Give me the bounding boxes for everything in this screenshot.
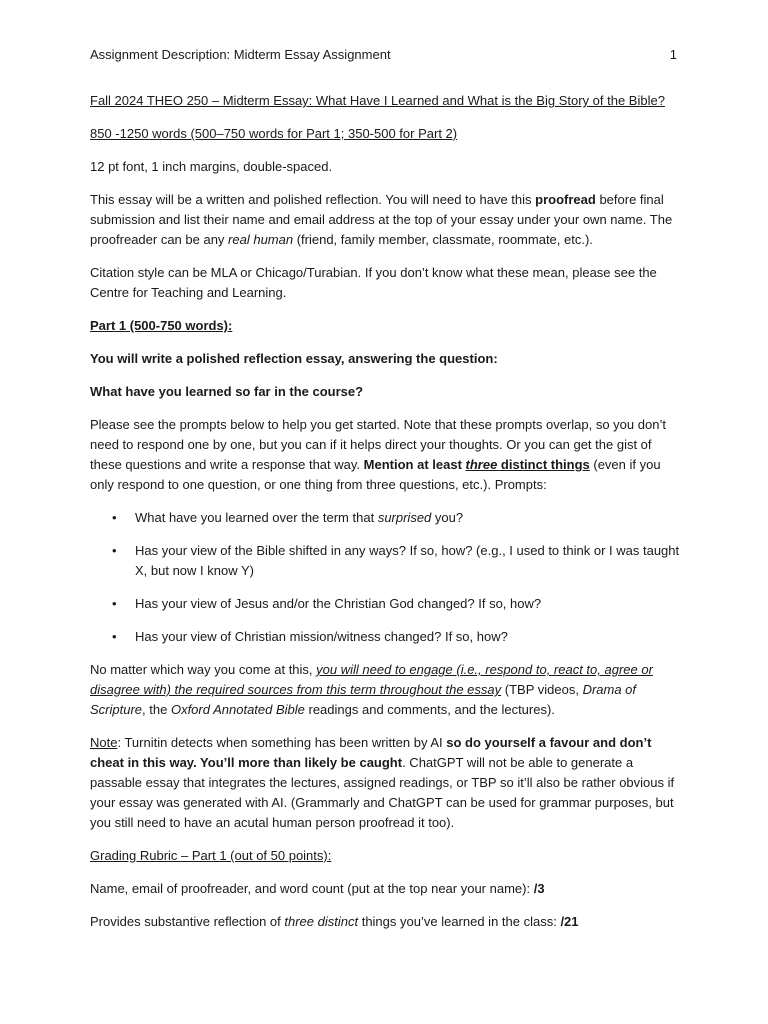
- note-text-2: . ChatGPT will not be able to generate a passable essay that integrates the lectures, assigned readings, or TBP so it’ll also be rather obvious if your essay was generated with AI. (Grammarly and ChatGPT can be used for grammar purposes, but you still need to have an acutal human person proofread it too).: [90, 755, 675, 830]
- part1-instruction: You will write a polished reflection essay, answering the question:: [90, 351, 498, 366]
- ai-note-paragraph: [90, 733, 680, 833]
- engage-paragraph: [90, 660, 680, 720]
- page-number: 1: [669, 47, 677, 62]
- note-text-1: : Turnitin detects when something has been written by AI: [117, 735, 447, 750]
- real-human-emphasis: real human: [228, 232, 294, 247]
- prompts-intro-paragraph: [90, 415, 680, 495]
- part1-question: What have you learned so far in the course?: [90, 384, 364, 399]
- bullet-icon: •: [112, 596, 117, 611]
- distinct-things-emphasis: distinct things: [497, 457, 590, 472]
- engage-text-4: readings and comments, and the lectures).: [304, 702, 555, 717]
- rubric-item-1-text: Name, email of proofreader, and word count (put at the top near your name):: [90, 881, 534, 896]
- prompt-1-text: What have you learned over the term that: [135, 510, 378, 525]
- page-header: [90, 45, 677, 65]
- proofread-text-1: This essay will be a written and polished reflection. You will need to have this: [90, 192, 536, 207]
- list-item: [90, 594, 680, 614]
- header-title: Assignment Description: Midterm Essay Assignment: [90, 47, 391, 62]
- engage-text-2: (TBP videos,: [501, 682, 583, 697]
- proofread-emphasis: proofread: [535, 192, 596, 207]
- rubric-item-1-score: /3: [533, 881, 545, 896]
- drama-of-scripture: Drama of Scripture: [90, 682, 637, 717]
- prompts-intro-tail: (even if you only respond to one question, or one thing from three questions, etc.). Prompts:: [90, 457, 661, 492]
- engage-text-1: No matter which way you come at this,: [90, 662, 317, 677]
- part1-heading: [90, 316, 680, 336]
- engage-requirement: you will need to engage (i.e., respond to, react to, agree or disagree with) the required sources from this term throughout the essay: [90, 662, 653, 697]
- rubric-item-2-tail: things you’ve learned in the class:: [358, 914, 561, 929]
- course-title: [90, 91, 680, 111]
- rubric-item-2-text: Provides substantive reflection of: [90, 914, 285, 929]
- list-item: [90, 627, 680, 647]
- prompts-intro-text: Please see the prompts below to help you get started. Note that these prompts overlap, so you don’t need to respond one by one, but you can if it helps direct your thoughts. Or you can get the gist of these questions and write a response that way.: [90, 417, 666, 472]
- proofread-text-3: (friend, family member, classmate, roommate, etc.).: [293, 232, 593, 247]
- part1-heading-text: Part 1 (500-750 words):: [90, 318, 233, 333]
- engage-text-3: , the: [142, 702, 171, 717]
- note-warning: so do yourself a favour and don’t cheat in this way. You’ll more than likely be caught: [90, 735, 652, 770]
- surprised-emphasis: surprised: [377, 510, 432, 525]
- bullet-icon: •: [112, 629, 117, 644]
- citation-paragraph: Citation style can be MLA or Chicago/Turabian. If you don’t know what these mean, please see the Centre for Teaching and Learning.: [90, 265, 657, 300]
- list-item: [90, 541, 680, 581]
- document-body: [90, 91, 680, 945]
- mention-at-least: Mention at least: [363, 457, 466, 472]
- proofread-text-2: before final submission and list their name and email address at the top of your essay under your own name. The proofreader can be any: [90, 192, 673, 247]
- rubric-heading-text: Grading Rubric – Part 1 (out of 50 points):: [90, 848, 332, 863]
- course-title-text: Fall 2024 THEO 250 – Midterm Essay: What Have I Learned and What is the Big Story of the Bible?: [90, 93, 665, 108]
- oxford-annotated-bible: Oxford Annotated Bible: [170, 702, 305, 717]
- note-label: Note: [90, 735, 118, 750]
- list-item: [90, 508, 680, 528]
- rubric-item-1: [90, 879, 680, 899]
- three-distinct-emphasis: three distinct: [284, 914, 359, 929]
- prompt-2-text: Has your view of the Bible shifted in any ways? If so, how? (e.g., I used to think or I was taught X, but now I know Y): [135, 543, 680, 578]
- prompt-4-text: Has your view of Christian mission/witness changed? If so, how?: [135, 629, 508, 644]
- bullet-icon: •: [112, 510, 117, 525]
- rubric-item-2-score: /21: [560, 914, 579, 929]
- word-count-requirement: [90, 124, 680, 144]
- prompt-3-text: Has your view of Jesus and/or the Christian God changed? If so, how?: [135, 596, 542, 611]
- rubric-item-2: [90, 912, 680, 932]
- rubric-heading: [90, 846, 680, 866]
- prompt-list: [90, 508, 680, 647]
- proofread-paragraph: [90, 190, 680, 250]
- prompt-1-tail: you?: [431, 510, 464, 525]
- bullet-icon: •: [112, 543, 117, 558]
- three-emphasis: three: [465, 457, 498, 472]
- format-requirement: 12 pt font, 1 inch margins, double-spaced.: [90, 159, 333, 174]
- word-count-text: 850 -1250 words (500–750 words for Part 1; 350-500 for Part 2): [90, 126, 458, 141]
